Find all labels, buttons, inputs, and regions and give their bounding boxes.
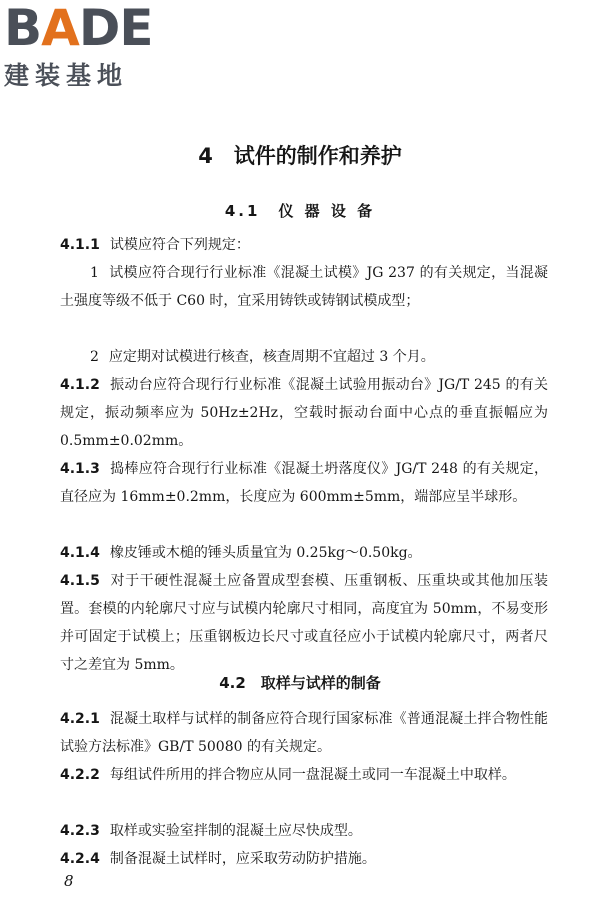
clause-number: 4.2.3 [60, 823, 100, 839]
item-number: 1 [90, 265, 99, 281]
clause-text: 制备混凝土试样时，应采取劳动防护措施。 [109, 851, 376, 867]
clause-text: 橡皮锤或木槌的锤头质量宜为 0.25kg～0.50kg。 [109, 545, 422, 561]
logo-letter-a: A [41, 0, 79, 57]
clause-4-2-1 [60, 705, 548, 761]
page-number: 8 [64, 872, 74, 890]
clause-number: 4.1.5 [60, 573, 100, 589]
clause-text: 振动台应符合现行行业标准《混凝土试验用振动台》JG/T 245 的有关规定，振动频率应为 50Hz±2Hz，空载时振动台面中心点的垂直振幅应为 0.5mm±0.02mm。 [60, 377, 548, 449]
logo-letters-de: DE [78, 0, 153, 57]
clause-number: 4.1.4 [60, 545, 100, 561]
clause-4-1-2 [60, 371, 548, 455]
logo-wordmark [4, 0, 179, 57]
item-number: 2 [90, 349, 99, 365]
logo-letter-b: B [4, 0, 42, 57]
clause-4-2-4 [60, 845, 548, 873]
section-title-4-1: 4.1 仪 器 设 备 [224, 202, 376, 220]
clause-number: 4.1.1 [60, 237, 100, 253]
site-logo [4, 2, 179, 92]
clause-4-1-1 [60, 231, 548, 259]
item-text: 应定期对试模进行核查，核查周期不宜超过 3 个月。 [108, 349, 435, 365]
clause-4-1-3 [60, 455, 548, 511]
clause-text: 试模应符合下列规定： [109, 237, 250, 253]
clause-number: 4.2.1 [60, 711, 100, 727]
clause-text: 对于干硬性混凝土应备置成型套模、压重钢板、压重块或其他加压装置。套模的内轮廓尺寸应与试模内轮廓尺寸相同，高度宜为 50mm，不易变形并可固定于试模上；压重钢板边长尺寸或直径应小于试模内轮廓尺寸，两者尺寸之差宜为 5mm。 [60, 573, 548, 673]
clause-4-1-1-item-1 [60, 259, 548, 315]
clause-4-2-3 [60, 817, 548, 845]
clause-number: 4.2.4 [60, 851, 100, 867]
clause-4-1-4 [60, 539, 548, 567]
clause-text: 混凝土取样与试样的制备应符合现行国家标准《普通混凝土拌合物性能试验方法标准》GB/T 50080 的有关规定。 [60, 711, 548, 755]
clause-number: 4.2.2 [60, 767, 100, 783]
section-title-4-2: 4.2 取样与试样的制备 [219, 674, 381, 692]
clause-text: 每组试件所用的拌合物应从同一盘混凝土或同一车混凝土中取样。 [109, 767, 516, 783]
clause-number: 4.1.2 [60, 377, 100, 393]
clause-4-2-2 [60, 761, 548, 789]
clause-text: 捣棒应符合现行行业标准《混凝土坍落度仪》JG/T 248 的有关规定，直径应为 16mm±0.2mm，长度应为 600mm±5mm，端部应呈半球形。 [60, 461, 548, 505]
logo-subtitle: 建装基地 [4, 61, 129, 90]
clause-4-1-5 [60, 567, 548, 679]
clause-number: 4.1.3 [60, 461, 100, 477]
chapter-title: 4 试件的制作和养护 [198, 144, 402, 168]
item-text: 试模应符合现行行业标准《混凝土试模》JG 237 的有关规定，当混凝土强度等级不低于 C60 时，宜采用铸铁或铸钢试模成型； [60, 265, 548, 309]
clause-text: 取样或实验室拌制的混凝土应尽快成型。 [109, 823, 362, 839]
clause-4-1-1-item-2 [60, 343, 548, 371]
